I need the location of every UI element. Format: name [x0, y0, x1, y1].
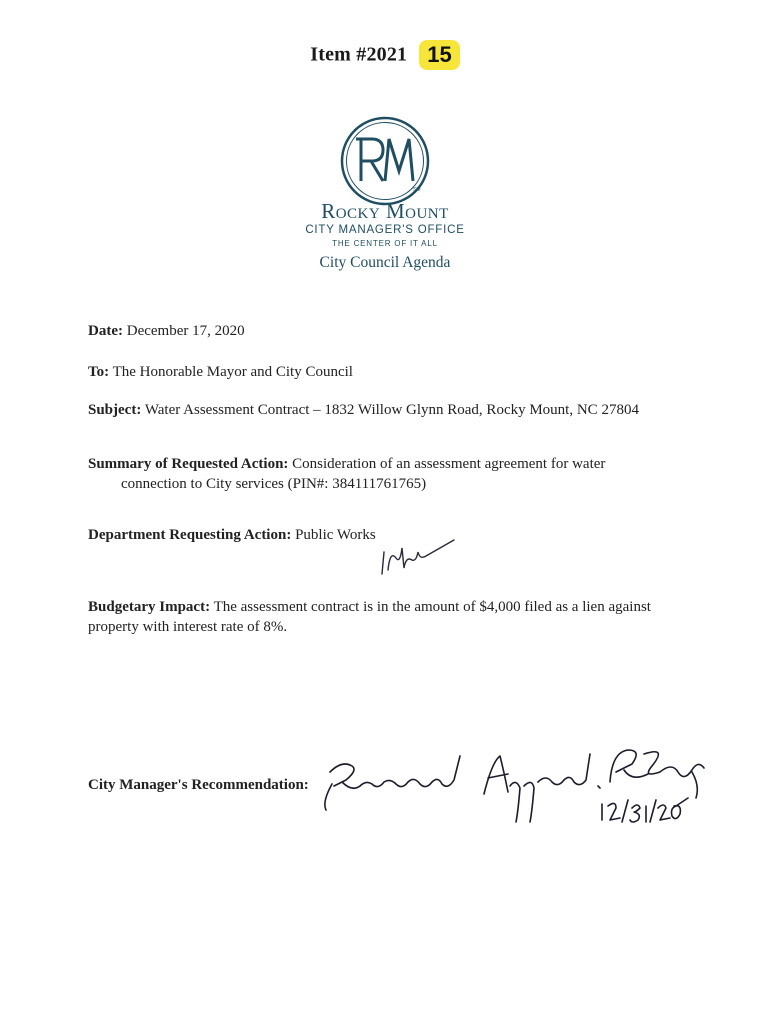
city-tagline: THE CENTER OF IT ALL [332, 239, 438, 248]
date-field [88, 321, 245, 341]
date-label: Date: [88, 323, 123, 339]
item-header [0, 40, 770, 70]
office-name: CITY MANAGER'S OFFICE [305, 224, 465, 236]
subject-label: Subject: [88, 402, 142, 418]
summary-value-line2: connection to City services (PIN#: 384111761765) [121, 476, 427, 492]
handwritten-recommendation-signature [312, 742, 712, 842]
summary-value-line1: Consideration of an assessment agreement for water [292, 456, 606, 472]
svg-text:SM: SM [413, 187, 421, 193]
agenda-title: City Council Agenda [319, 254, 451, 271]
summary-label: Summary of Requested Action: [88, 456, 289, 472]
handwritten-initials [376, 530, 456, 580]
item-title: Item #2021 [310, 43, 408, 66]
budget-value-line2: property with interest rate of 8%. [88, 619, 288, 635]
manager-recommendation-field [88, 775, 309, 795]
to-field [88, 362, 353, 382]
to-value: The Honorable Mayor and City Council [112, 364, 353, 380]
budget-label: Budgetary Impact: [88, 599, 211, 615]
date-value: December 17, 2020 [126, 323, 245, 339]
brand-block [0, 200, 770, 272]
subject-value: Water Assessment Contract – 1832 Willow Glynn Road, Rocky Mount, NC 27804 [144, 402, 639, 418]
budget-field [88, 597, 688, 637]
item-number-badge: 15 [419, 40, 459, 70]
rocky-mount-logo [339, 115, 431, 207]
to-label: To: [88, 364, 110, 380]
budget-value-line1: The assessment contract is in the amount of $4,000 filed as a lien against [213, 599, 651, 615]
department-label: Department Requesting Action: [88, 527, 292, 543]
city-name: Rocky Mount [321, 199, 449, 223]
manager-recommendation-label: City Manager's Recommendation: [88, 777, 309, 793]
department-field [88, 525, 376, 545]
summary-field [88, 454, 688, 494]
subject-field [88, 400, 639, 420]
department-value: Public Works [295, 527, 376, 543]
